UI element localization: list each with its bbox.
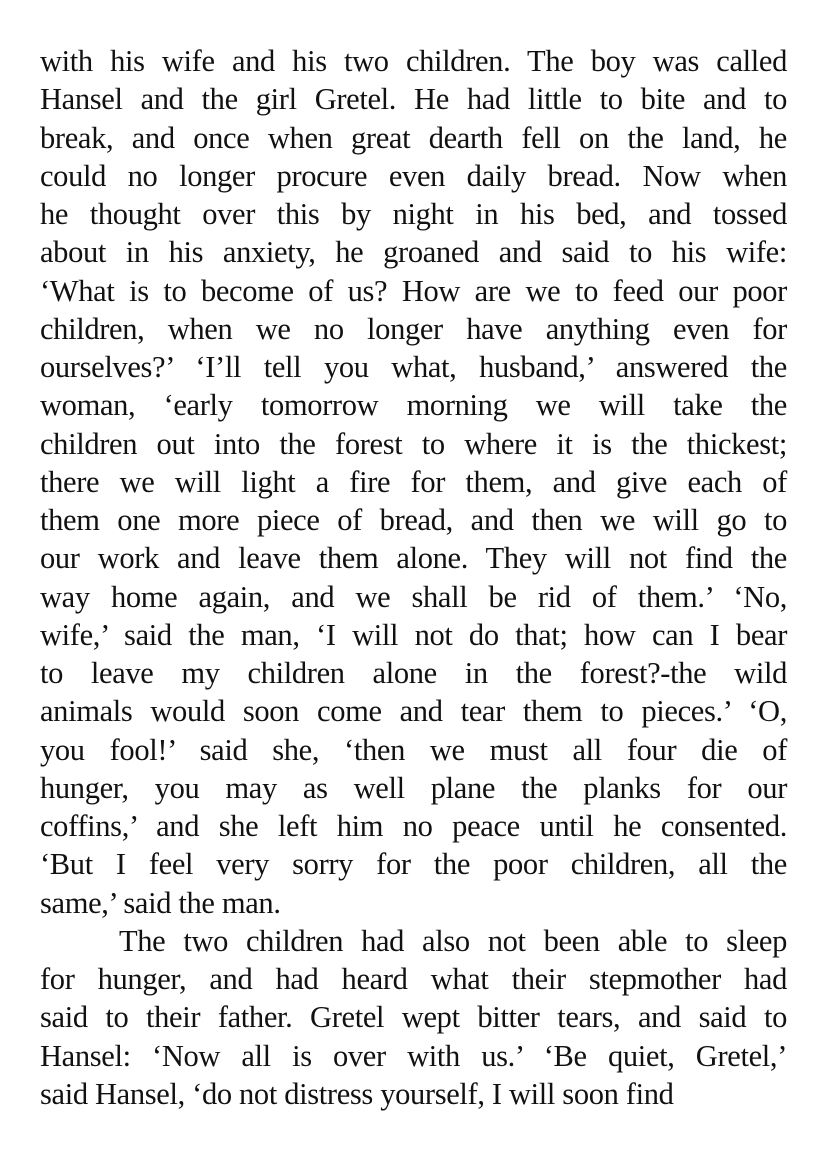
- text-line: Hansel: ‘Now all is over with us.’ ‘Be quiet, Gretel,’: [40, 1038, 787, 1073]
- text-line: ourselves?’ ‘I’ll tell you what, husband,’ answered the: [40, 350, 787, 384]
- text-line: there we will light a fire for them, and give each of: [40, 464, 787, 499]
- text-line: our work and leave them alone. They will not find the: [40, 541, 787, 576]
- text-line: The two children had also not been able to sleep: [119, 923, 787, 958]
- text-line: could no longer procure even daily bread. Now when: [40, 158, 787, 193]
- text-line: them one more piece of bread, and then we will go to: [40, 503, 787, 537]
- text-line: Hansel and the girl Gretel. He had little to bite and to: [40, 82, 787, 117]
- text-line: to leave my children alone in the forest?-the wild: [40, 656, 787, 690]
- body-text: [40, 42, 787, 1113]
- text-line: about in his anxiety, he groaned and said to his wife:: [40, 235, 787, 270]
- paragraph-2: [40, 922, 787, 1113]
- text-line: said Hansel, ‘do not distress yourself, I will soon find: [40, 1076, 674, 1111]
- text-line: way home again, and we shall be rid of them.’ ‘No,: [40, 579, 787, 614]
- text-line: with his wife and his two children. The boy was called: [40, 44, 787, 78]
- text-line: coffins,’ and she left him no peace until he consented.: [40, 809, 787, 843]
- text-line: ‘But I feel very sorry for the poor children, all the: [40, 847, 787, 882]
- text-line: break, and once when great dearth fell on the land, he: [40, 120, 787, 155]
- text-line: you fool!’ said she, ‘then we must all four die of: [40, 732, 787, 767]
- text-line: children out into the forest to where it is the thickest;: [40, 426, 787, 461]
- text-line: ‘What is to become of us? How are we to feed our poor: [40, 273, 787, 308]
- paragraph-1: [40, 42, 787, 922]
- text-line: said to their father. Gretel wept bitter tears, and said to: [40, 1000, 787, 1035]
- text-line: woman, ‘early tomorrow morning we will take the: [40, 388, 787, 423]
- text-line: children, when we no longer have anything even for: [40, 311, 787, 346]
- text-line: same,’ said the man.: [40, 885, 281, 920]
- text-line: animals would soon come and tear them to pieces.’ ‘O,: [40, 694, 787, 729]
- text-line: wife,’ said the man, ‘I will not do that; how can I bear: [40, 617, 787, 652]
- text-line: hunger, you may as well plane the planks for our: [40, 770, 787, 805]
- text-line: he thought over this by night in his bed, and tossed: [40, 197, 787, 231]
- text-line: for hunger, and had heard what their stepmother had: [40, 962, 787, 996]
